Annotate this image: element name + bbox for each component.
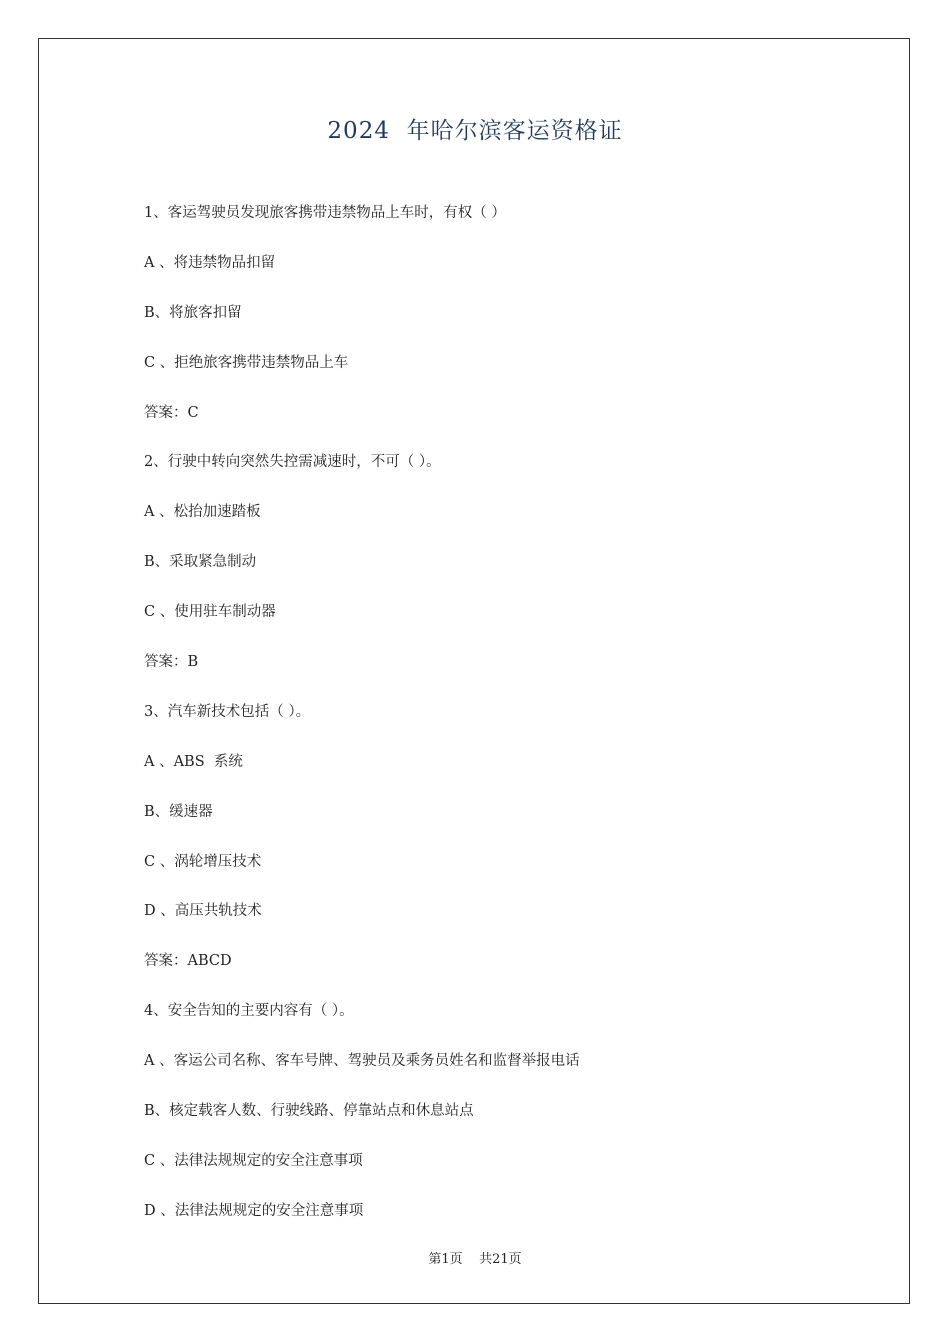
question-4-option-c: C 、法律法规规定的安全注意事项 — [144, 1152, 363, 1169]
question-3-stem: 3、汽车新技术包括（ ）。 — [144, 703, 311, 720]
document-title: 2024 年哈尔滨客运资格证 — [327, 118, 623, 144]
question-1-answer: 答案：C — [144, 404, 199, 421]
question-4-option-b: B、核定载客人数、行驶线路、停靠站点和休息站点 — [144, 1103, 474, 1120]
question-2-option-a: A 、松抬加速踏板 — [144, 504, 261, 521]
question-2-option-c: C 、使用驻车制动器 — [144, 604, 276, 621]
question-list — [144, 200, 844, 1248]
question-4-option-a: A 、客运公司名称、客车号牌、驾驶员及乘务员姓名和监督举报电话 — [144, 1053, 580, 1070]
question-3-option-a: A 、ABS 系统 — [144, 753, 243, 770]
question-2-stem: 2、行驶中转向突然失控需减速时，不可（ ）。 — [144, 454, 441, 471]
question-2-option-b: B、采取紧急制动 — [144, 554, 257, 571]
question-1-stem: 1、客运驾驶员发现旅客携带违禁物品上车时，有权（ ） — [144, 205, 506, 221]
question-3-answer: 答案：ABCD — [144, 953, 232, 970]
question-1-option-c: C 、拒绝旅客携带违禁物品上车 — [144, 354, 349, 371]
question-1-option-b: B、将旅客扣留 — [144, 304, 242, 321]
question-3-option-b: B、缓速器 — [144, 803, 213, 820]
question-4-stem: 4、安全告知的主要内容有（ ）。 — [144, 1003, 354, 1020]
page-number-footer: 第1页 共21页 — [428, 1252, 522, 1267]
question-2-answer: 答案：B — [144, 654, 199, 671]
question-4-option-d: D 、法律法规规定的安全注意事项 — [144, 1202, 364, 1219]
question-3-option-c: C 、涡轮增压技术 — [144, 853, 262, 870]
question-1-option-a: A 、将违禁物品扣留 — [144, 254, 276, 271]
question-3-option-d: D 、高压共轨技术 — [144, 903, 262, 920]
